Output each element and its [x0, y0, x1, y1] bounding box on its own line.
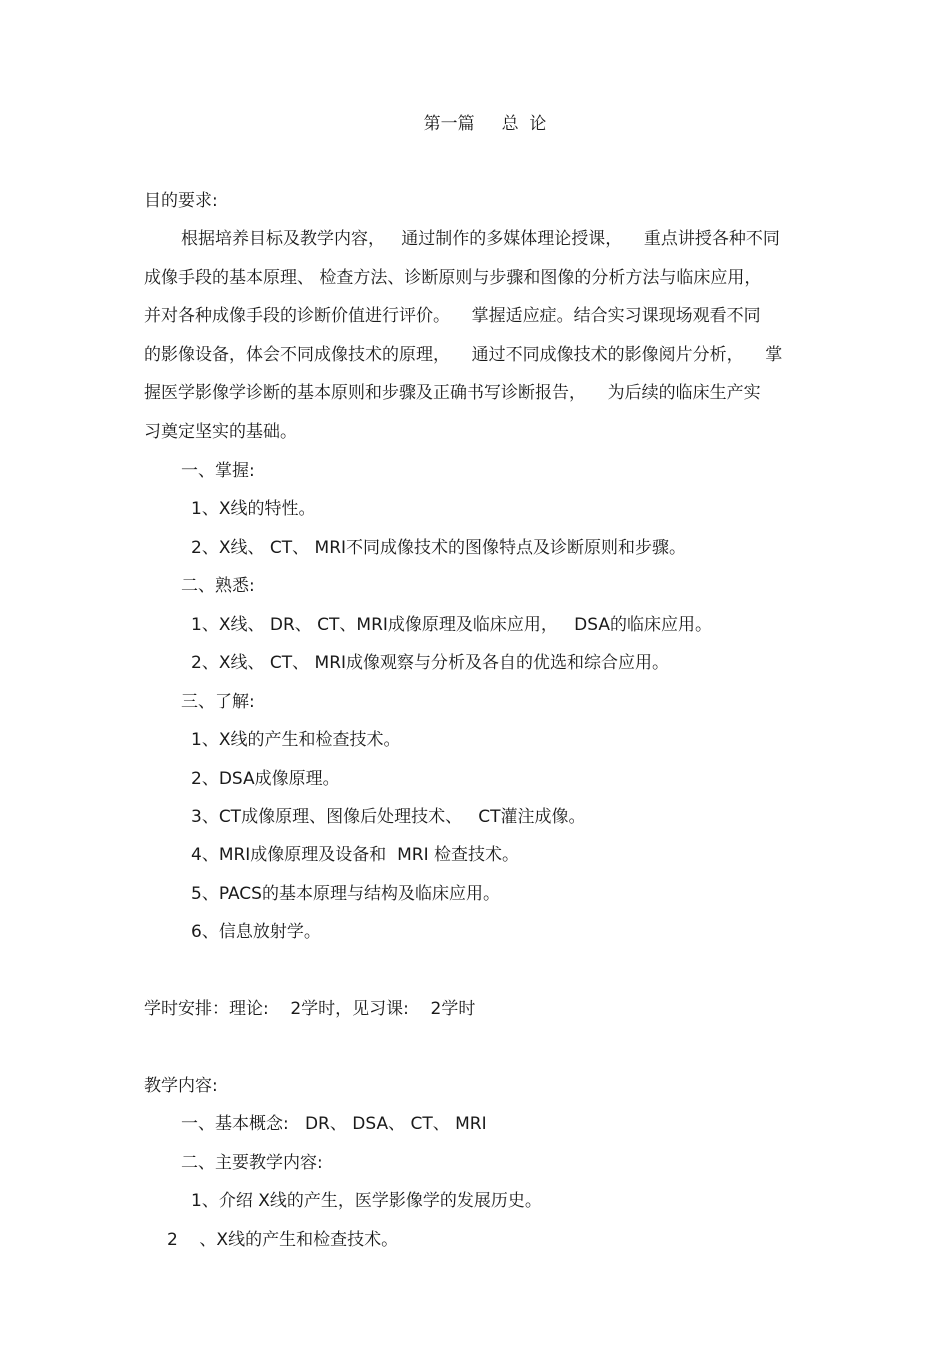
main-content-item: 2 、X线的产生和检查技术。	[167, 1230, 399, 1250]
understand-heading: 三、了解:	[181, 692, 255, 712]
page-title: 第一篇 总 论	[423, 114, 547, 134]
familiar-item: 2、X线、 CT、 MRI成像观察与分析及各自的优选和综合应用。	[191, 653, 670, 673]
content-heading: 教学内容:	[144, 1076, 218, 1096]
master-item: 1、X线的特性。	[191, 499, 316, 519]
understand-item: 1、X线的产生和检查技术。	[191, 730, 401, 750]
main-content-heading: 二、主要教学内容:	[181, 1153, 323, 1173]
master-heading: 一、掌握:	[181, 461, 255, 481]
main-content-item: 1、介绍 X线的产生，医学影像学的发展历史。	[191, 1191, 542, 1211]
familiar-item: 1、X线、 DR、 CT、MRI成像原理及临床应用， DSA的临床应用。	[191, 615, 712, 635]
understand-item: 2、DSA成像原理。	[191, 769, 340, 789]
objective-heading: 目的要求:	[144, 191, 218, 211]
understand-item: 3、CT成像原理、图像后处理技术、 CT灌注成像。	[191, 807, 586, 827]
objective-line-4: 的影像设备，体会不同成像技术的原理， 通过不同成像技术的影像阅片分析， 掌	[144, 345, 783, 365]
master-item: 2、X线、 CT、 MRI不同成像技术的图像特点及诊断原则和步骤。	[191, 538, 687, 558]
understand-item: 6、信息放射学。	[191, 922, 321, 942]
understand-item: 4、MRI成像原理及设备和 MRI 检查技术。	[191, 845, 520, 865]
objective-line-3: 并对各种成像手段的诊断价值进行评价。 掌握适应症。结合实习课现场观看不同	[144, 306, 761, 326]
class-hours: 学时安排：理论: 2学时，见习课: 2学时	[144, 999, 476, 1019]
objective-line-5: 握医学影像学诊断的基本原则和步骤及正确书写诊断报告， 为后续的临床生产实	[144, 383, 761, 403]
familiar-heading: 二、熟悉:	[181, 576, 255, 596]
objective-line-1: 根据培养目标及教学内容， 通过制作的多媒体理论授课， 重点讲授各种不同	[181, 229, 780, 249]
basic-concepts: 一、基本概念: DR、 DSA、 CT、 MRI	[181, 1114, 487, 1134]
objective-line-6: 习奠定坚实的基础。	[144, 422, 297, 442]
understand-item: 5、PACS的基本原理与结构及临床应用。	[191, 884, 500, 904]
objective-line-2: 成像手段的基本原理、 检查方法、诊断原则与步骤和图像的分析方法与临床应用，	[144, 268, 762, 288]
